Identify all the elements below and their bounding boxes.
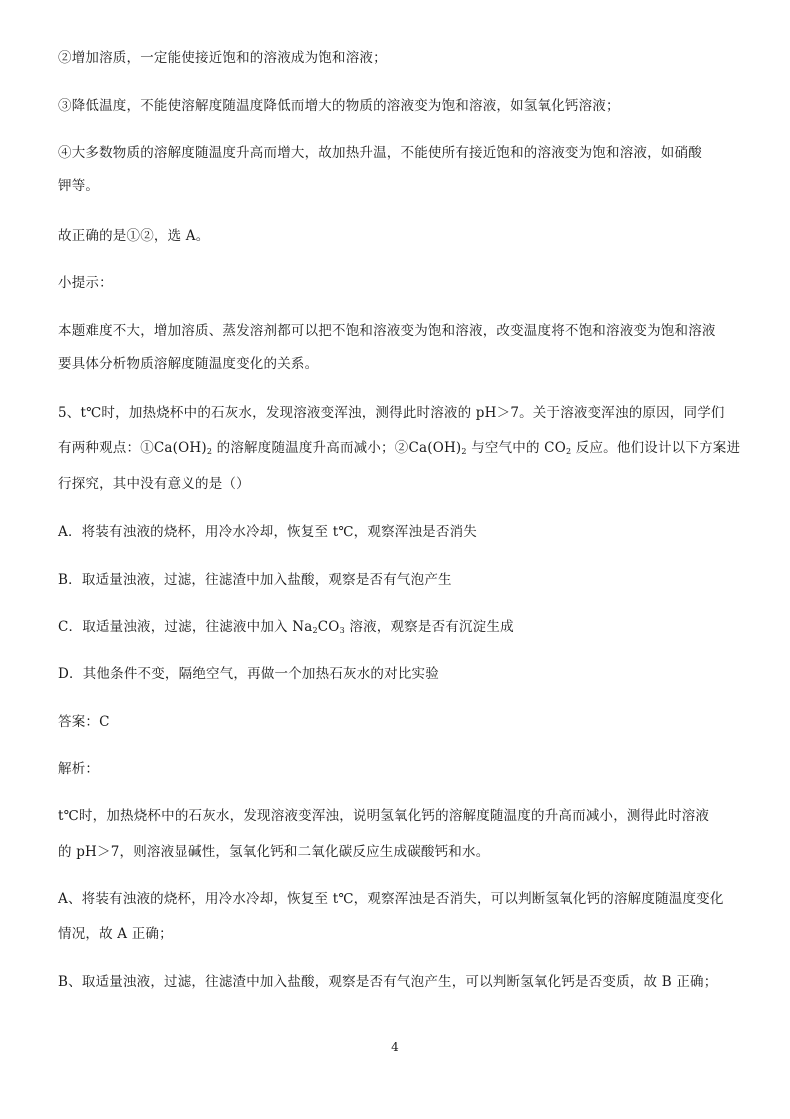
question-5-line-3: 行探究，其中没有意义的是（）: [58, 476, 250, 492]
text-segment: CO: [317, 619, 340, 635]
text-segment: 溶液，观察是否有沉淀生成: [344, 619, 514, 635]
analysis-line-1: t℃时，加热烧杯中的石灰水，发现溶液变浑浊，说明氢氧化钙的溶解度随温度的升高而减小，测得此时溶液: [58, 808, 710, 824]
page-number: 4: [391, 1040, 399, 1054]
text-line-7: 本题难度不大，增加溶质、蒸发溶剂都可以把不饱和溶液变为饱和溶液，改变温度将不饱和溶液变为饱和溶液: [58, 323, 716, 339]
option-b: B．取适量浊液，过滤，往滤渣中加入盐酸，观察是否有气泡产生: [58, 572, 452, 588]
text-line-4: 钾等。: [58, 178, 100, 194]
answer-line: 答案：C: [58, 714, 110, 730]
text-line-6: 小提示：: [58, 275, 113, 291]
subscript: 2: [206, 447, 213, 456]
option-c: [58, 617, 738, 637]
subscript: 2: [312, 626, 318, 635]
analysis-line-4: 情况，故 A 正确；: [58, 926, 173, 942]
analysis-line-2: 的 pH＞7，则溶液显碱性，氢氧化钙和二氧化碳反应生成碳酸钙和水。: [58, 844, 490, 860]
subscript: 2: [461, 447, 467, 456]
analysis-heading: 解析：: [58, 761, 100, 777]
subscript: 2: [565, 447, 572, 456]
text-line-8: 要具体分析物质溶解度随温度变化的关系。: [58, 356, 319, 372]
text-line-1: ②增加溶质，一定能使接近饱和的溶液成为饱和溶液；: [58, 50, 387, 66]
question-5-line-1: 5、t℃时，加热烧杯中的石灰水，发现溶液变浑浊，测得此时溶液的 pH＞7。关于溶液变浑浊的原因，同学们: [58, 405, 725, 421]
analysis-line-3: A、将装有浊液的烧杯，用冷水冷却，恢复至 t℃，观察浑浊是否消失，可以判断氢氧化钙的溶解度随温度变化: [58, 891, 724, 907]
text-line-2: ③降低温度，不能使溶解度随温度降低而增大的物质的溶液变为饱和溶液，如氢氧化钙溶液；: [58, 98, 620, 114]
text-segment: 的溶解度随温度升高而减小；②Ca(OH): [212, 440, 462, 456]
text-segment: C．取适量浊液，过滤，往滤液中加入 Na: [58, 619, 313, 635]
text-segment: 有两种观点：①Ca(OH): [58, 440, 207, 456]
text-segment: 反应。他们设计以下方案进: [571, 440, 741, 456]
subscript: 3: [339, 626, 345, 635]
question-5-line-2: [58, 438, 741, 458]
text-line-3: ④大多数物质的溶解度随温度升高而增大，故加热升温，不能使所有接近饱和的溶液变为饱和溶液，如硝酸: [58, 145, 702, 161]
option-d: D．其他条件不变，隔绝空气，再做一个加热石灰水的对比实验: [58, 666, 439, 682]
text-line-5: 故正确的是①②，选 A。: [58, 228, 210, 244]
analysis-line-5: B、取适量浊液，过滤，往滤渣中加入盐酸，观察是否有气泡产生，可以判断氢氧化钙是否变质，故 B 正确；: [58, 974, 718, 990]
text-segment: 与空气中的 CO: [466, 440, 566, 456]
option-a: A．将装有浊液的烧杯，用冷水冷却，恢复至 t℃，观察浑浊是否消失: [58, 524, 477, 540]
